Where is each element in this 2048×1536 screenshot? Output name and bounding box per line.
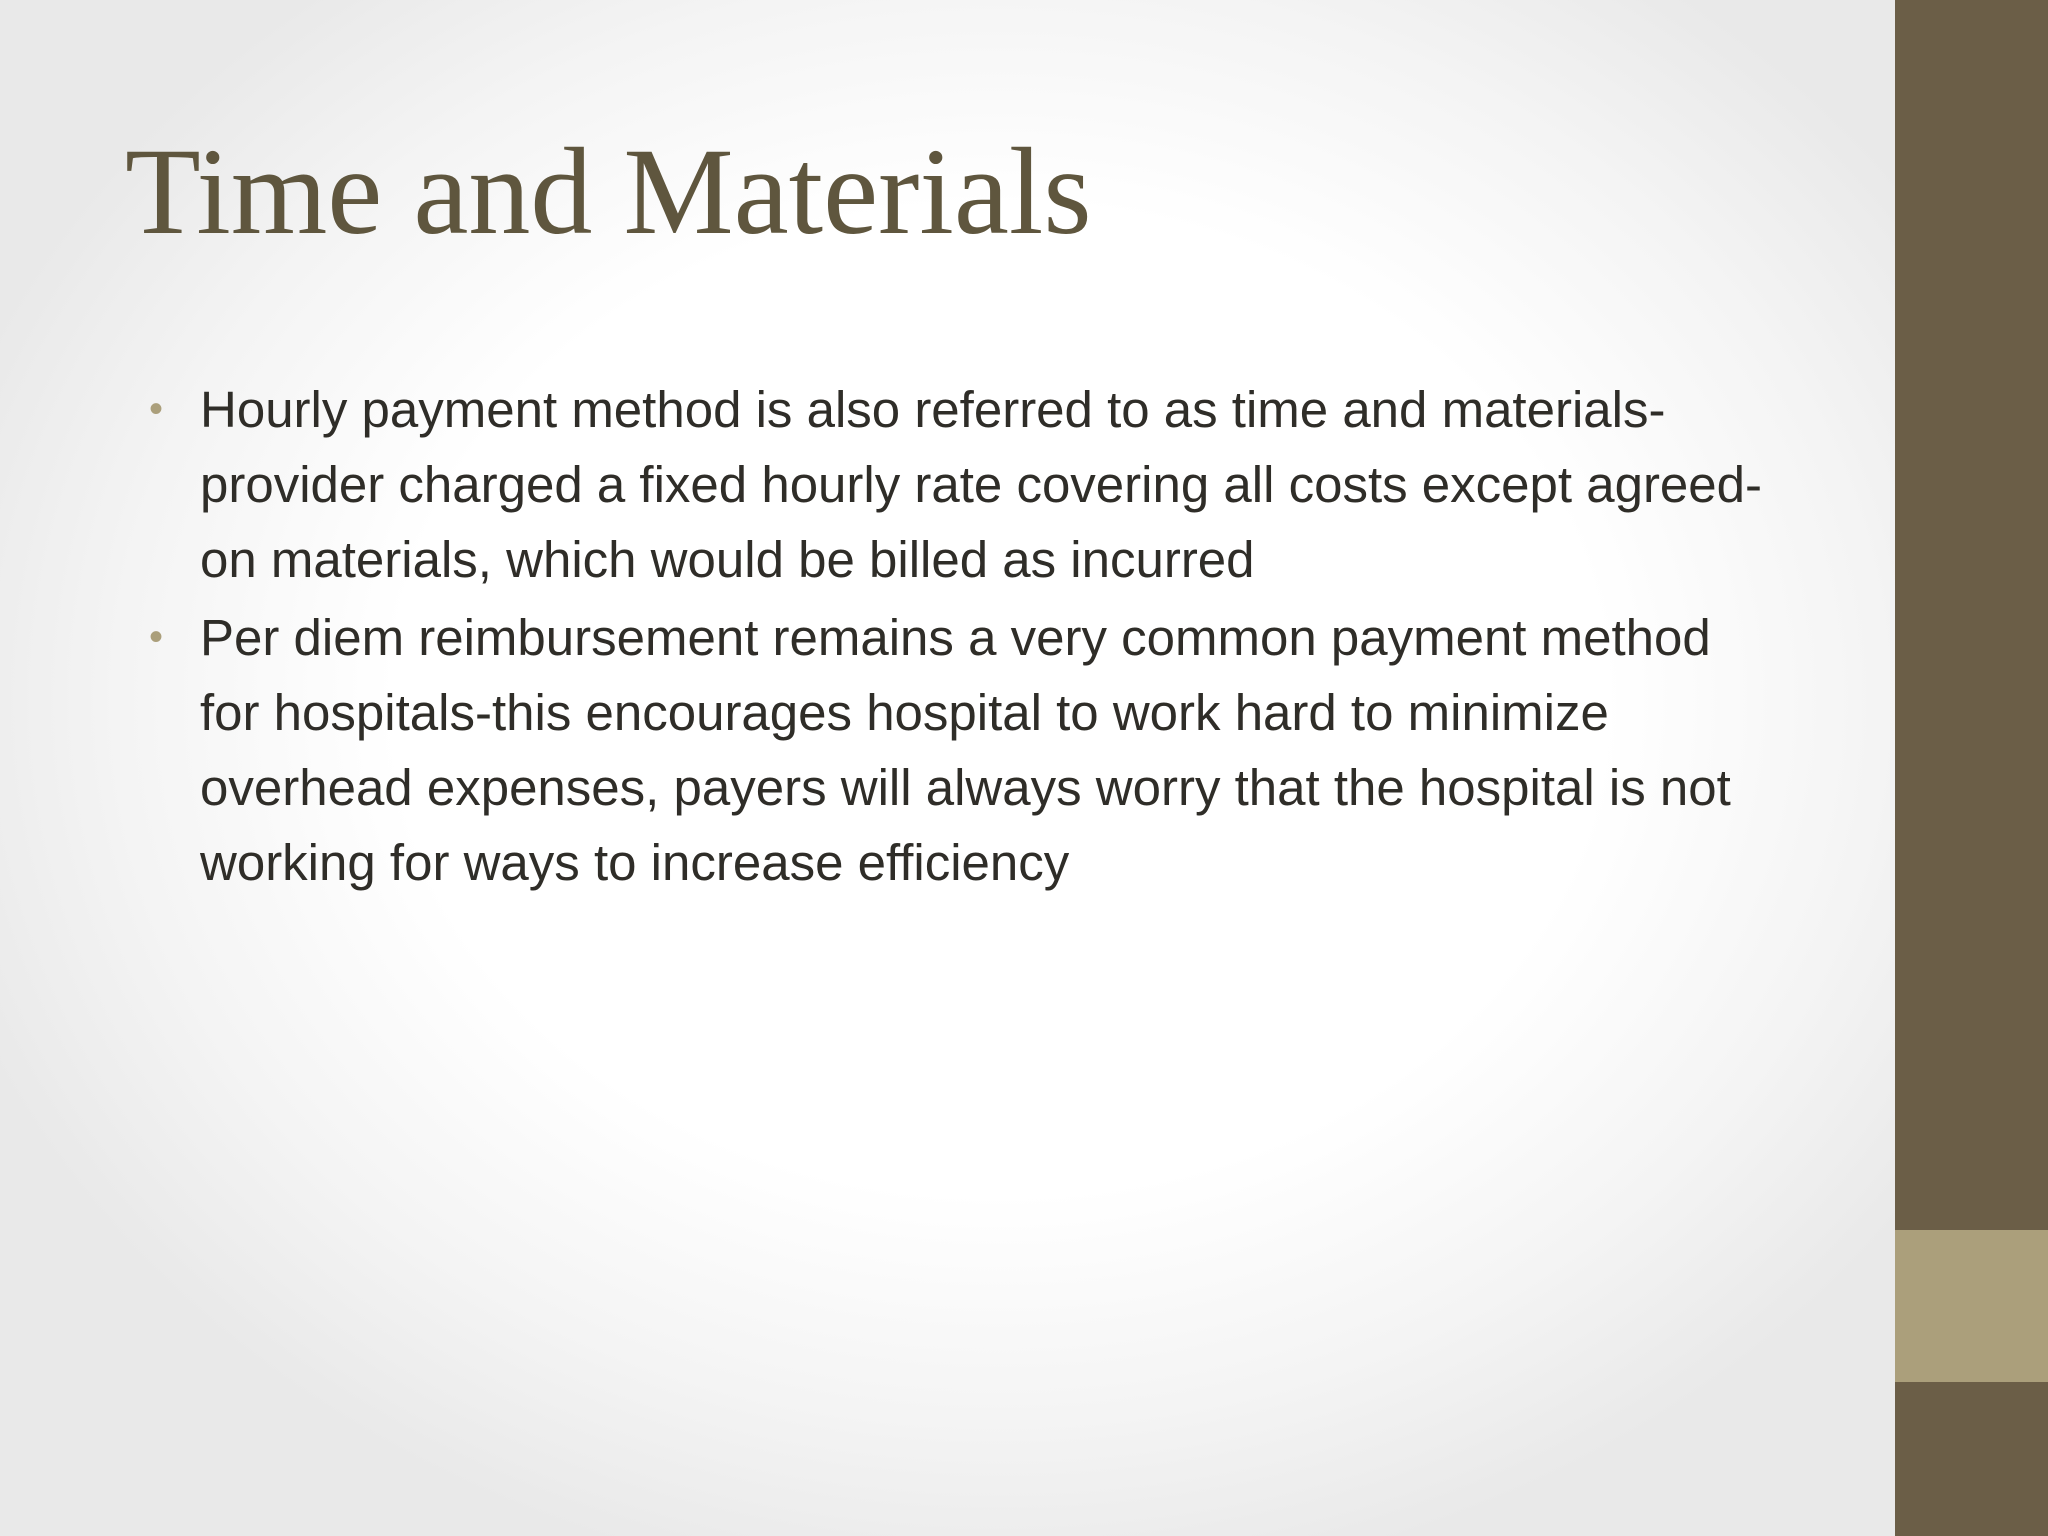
slide-title: Time and Materials [125,123,1092,260]
bullet-list [145,372,1775,903]
decorative-sidebar [1895,0,2048,1536]
bullet-dot-icon: • [149,387,164,431]
sidebar-accent-block [1895,1230,2048,1382]
bullet-dot-icon: • [149,615,164,659]
bullet-text: Hourly payment method is also referred to as time and materials-provider charged a fixed hourly rate covering all costs except agreed-on materials, which would be billed as incurred [200,381,1762,588]
bullet-item [145,600,1775,900]
bullet-text: Per diem reimbursement remains a very common payment method for hospitals-this encourages hospital to work hard to minimize overhead expenses, payers will always worry that the hospital is not working for ways to increase efficiency [200,609,1731,891]
bullet-item [145,372,1775,597]
